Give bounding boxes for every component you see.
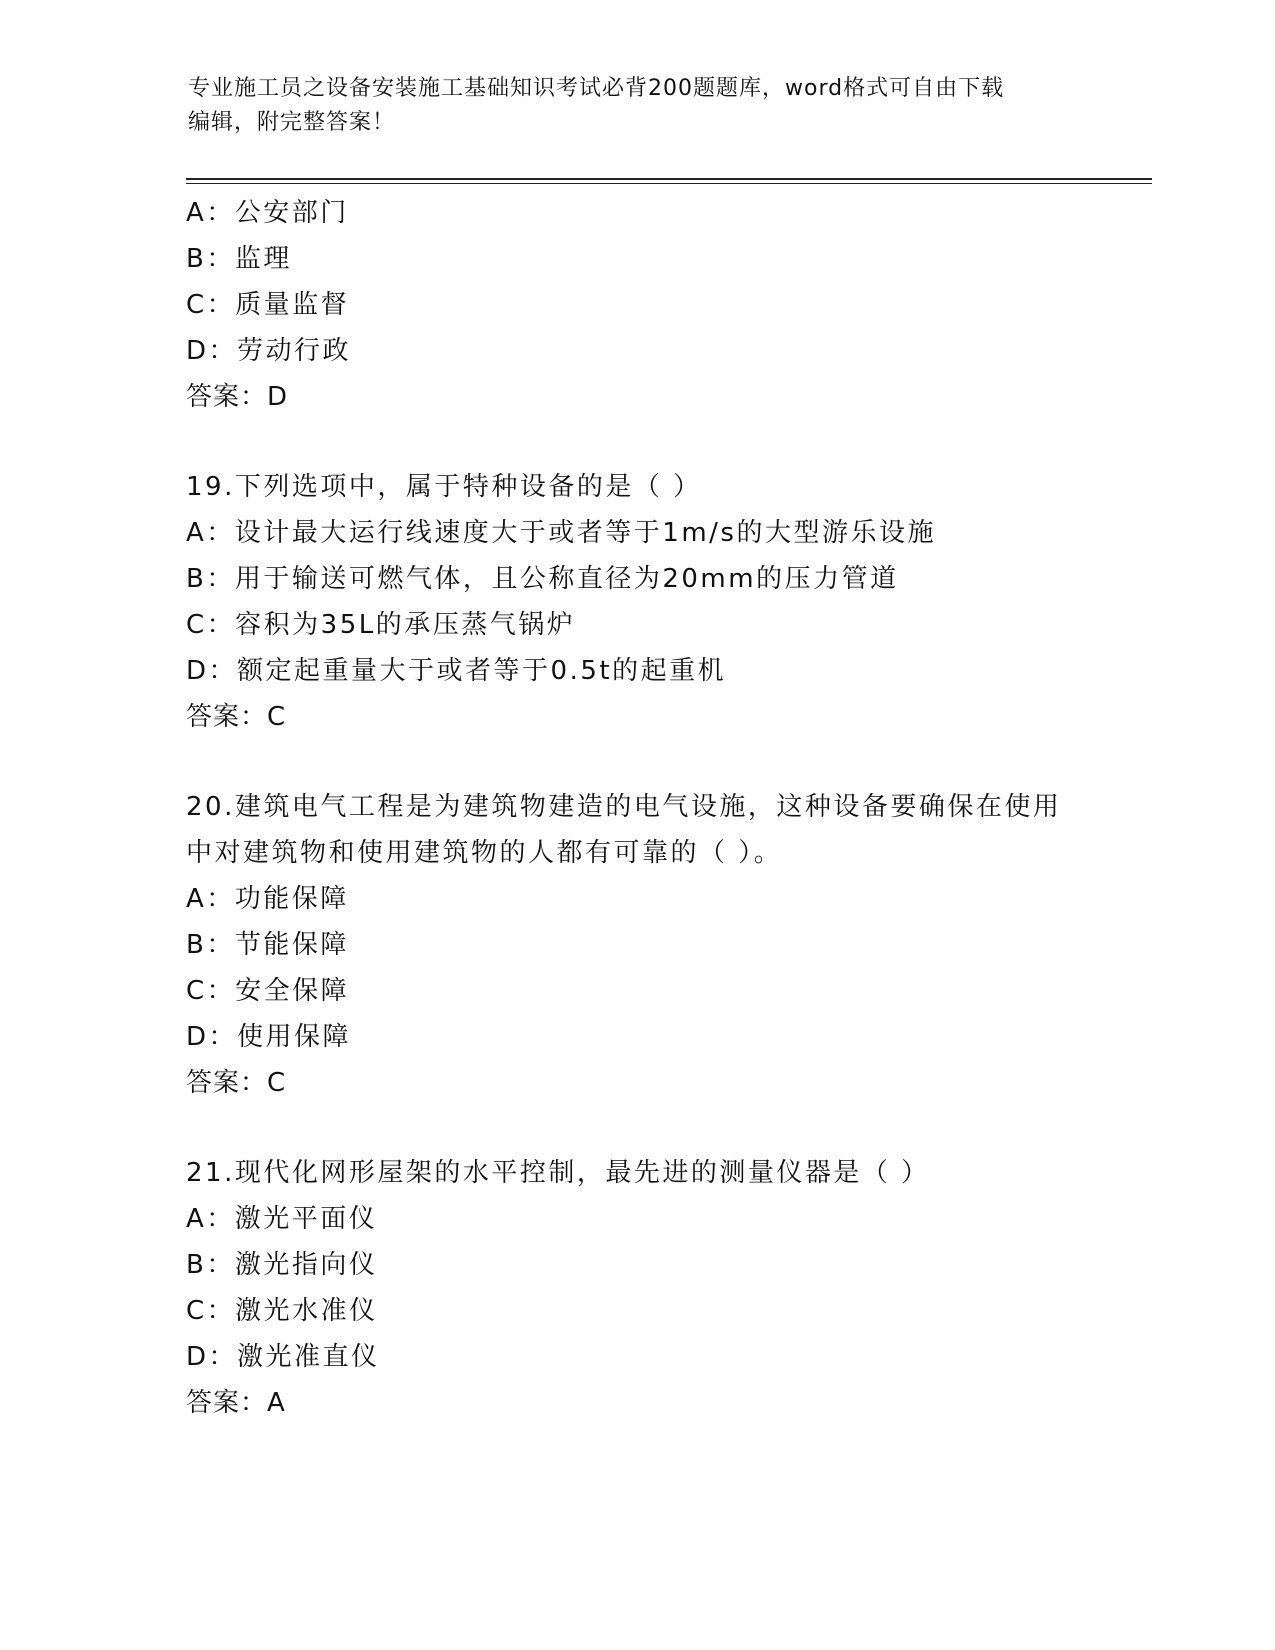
option-d: D：额定起重量大于或者等于0.5t的起重机 — [186, 656, 727, 686]
option-b: B：节能保障 — [186, 930, 349, 960]
answer-line: 答案：A — [186, 1388, 286, 1418]
answer-line: 答案：D — [186, 382, 289, 412]
option-b: B：激光指向仪 — [186, 1250, 378, 1280]
option-d: D：使用保障 — [186, 1022, 352, 1052]
question-stem: 21.现代化网形屋架的水平控制，最先进的测量仪器是（ ） — [186, 1158, 930, 1188]
spacer — [186, 740, 1116, 784]
question-stem-line-1: 20.建筑电气工程是为建筑物建造的电气设施，这种设备要确保在使用 — [186, 792, 1062, 822]
question-content — [186, 190, 1116, 1426]
answer-line: 答案：C — [186, 1068, 287, 1098]
header-title-line-1: 专业施工员之设备安装施工基础知识考试必背200题题库，word格式可自由下载 — [188, 76, 1005, 101]
question-21 — [186, 1150, 1116, 1426]
option-d: D：激光准直仪 — [186, 1342, 380, 1372]
option-c: C：容积为35L的承压蒸气锅炉 — [186, 610, 576, 640]
header-divider-thin — [186, 183, 1152, 184]
option-c: C：质量监督 — [186, 290, 350, 320]
question-20 — [186, 784, 1116, 1106]
option-b: B：监理 — [186, 244, 292, 274]
spacer — [186, 1106, 1116, 1150]
spacer — [186, 420, 1116, 464]
option-c: C：安全保障 — [186, 976, 350, 1006]
option-a: A：激光平面仪 — [186, 1204, 378, 1234]
question-19 — [186, 464, 1116, 740]
answer-line: 答案：C — [186, 702, 287, 732]
option-a: A：公安部门 — [186, 198, 349, 228]
option-a: A：功能保障 — [186, 884, 349, 914]
document-header — [188, 72, 1088, 140]
question-18 — [186, 190, 1116, 420]
option-b: B：用于输送可燃气体，且公称直径为20mm的压力管道 — [186, 564, 899, 594]
header-divider-thick — [186, 178, 1152, 180]
question-stem-line-2: 中对建筑物和使用建筑物的人都有可靠的（ ）。 — [186, 838, 783, 868]
question-stem: 19.下列选项中，属于特种设备的是（ ） — [186, 472, 702, 502]
header-title-line-2: 编辑，附完整答案！ — [188, 110, 396, 135]
option-c: C：激光水准仪 — [186, 1296, 378, 1326]
option-a: A：设计最大运行线速度大于或者等于1m/s的大型游乐设施 — [186, 518, 936, 548]
option-d: D：劳动行政 — [186, 336, 352, 366]
